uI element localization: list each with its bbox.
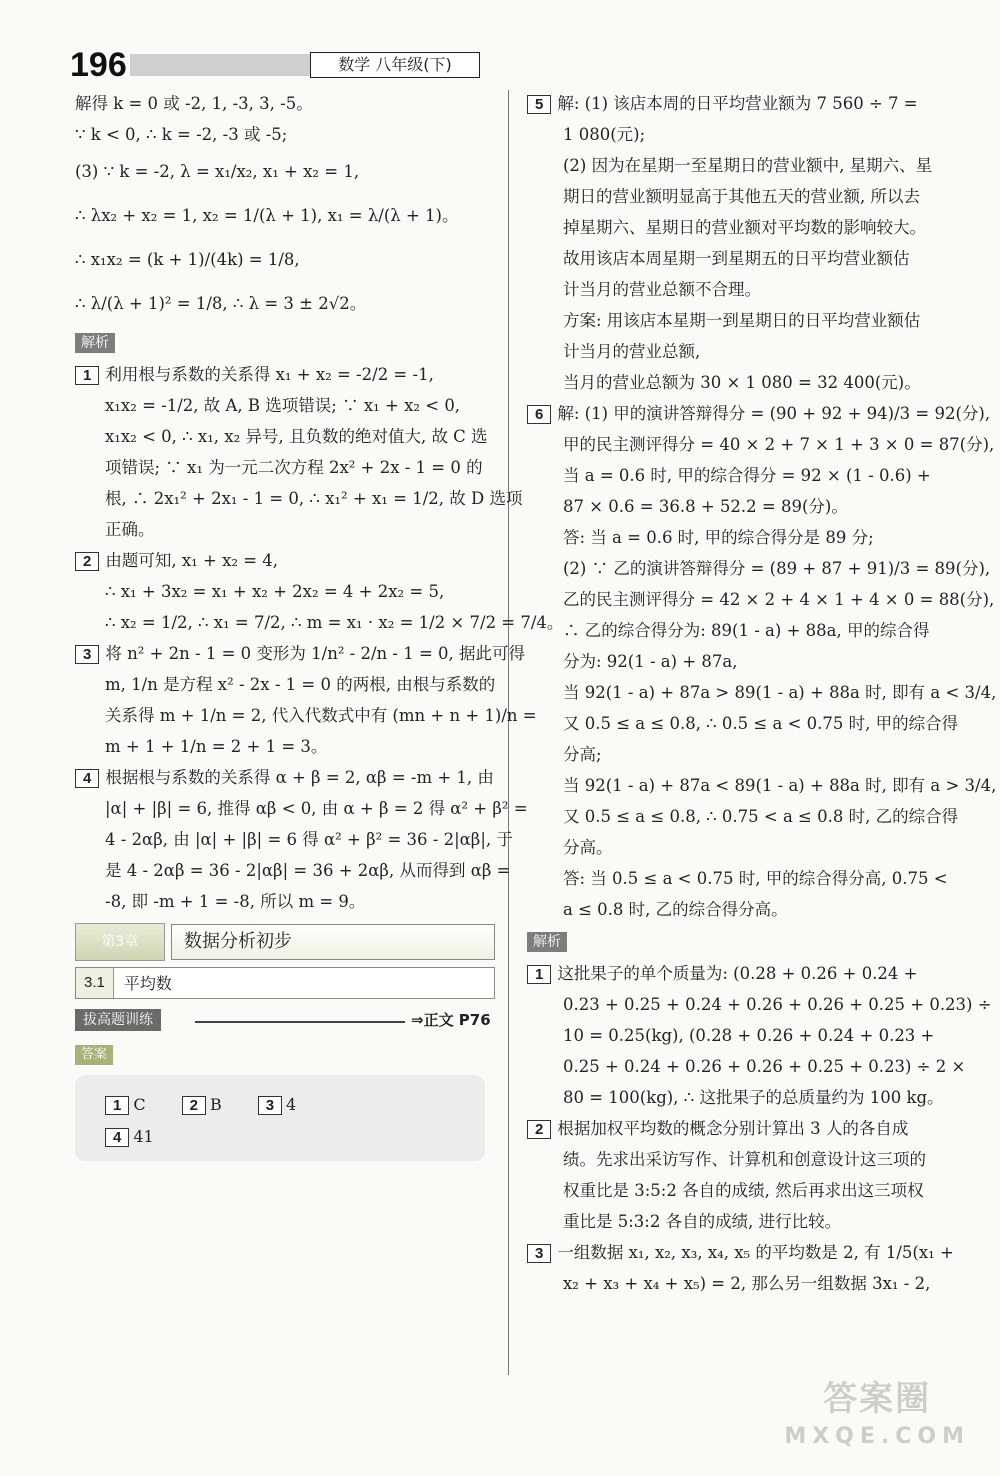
- text-line: m, 1/n 是方程 x² - 2x - 1 = 0 的两根, 由根与系数的: [105, 675, 496, 694]
- text-line: 答: 当 a = 0.6 时, 甲的综合得分是 89 分;: [563, 528, 874, 547]
- column-divider: [508, 90, 509, 1375]
- text-line: 掉星期六、星期日的营业额对平均数的影响较大。: [563, 218, 926, 237]
- subject-label: 数学 八年级(下): [310, 52, 480, 78]
- item-text: 由题可知, x₁ + x₂ = 4,: [105, 551, 279, 570]
- text-line: 解得 k = 0 或 -2, 1, -3, 3, -5。: [75, 94, 313, 113]
- text-line: [527, 958, 947, 989]
- text-line: 分高;: [563, 745, 602, 764]
- section-banner: [75, 967, 495, 999]
- text-line: ∵ k < 0, ∴ k = -2, -3 或 -5;: [75, 125, 288, 144]
- text-line: 计当月的营业总额,: [563, 342, 701, 361]
- text-line: ∴ λ/(λ + 1)² = 1/8, ∴ λ = 3 ± 2√2。: [75, 294, 367, 313]
- text-line: -8, 即 -m + 1 = -8, 所以 m = 9。: [105, 892, 366, 911]
- answer-item: [182, 1089, 222, 1121]
- numbered-item: [527, 398, 997, 925]
- text-line: [527, 88, 947, 119]
- text-line: ∴ x₂ = 1/2, ∴ x₁ = 7/2, ∴ m = x₁ · x₂ = 1/2 × 7/2 = 7/4。: [105, 613, 564, 632]
- answer-item: [105, 1089, 146, 1121]
- text-line: 又 0.5 ≤ a ≤ 0.8, ∴ 0.5 ≤ a < 0.75 时, 甲的综合得: [563, 714, 959, 733]
- text-line: a ≤ 0.8 时, 乙的综合得分高。: [563, 900, 788, 919]
- text-line: 乙的民主测评得分 = 42 × 2 + 4 × 1 + 4 × 0 = 88(分),: [563, 590, 995, 609]
- answer-item: [105, 1121, 154, 1153]
- text-line: 正确。: [105, 520, 155, 539]
- item-number-badge: 3: [75, 645, 99, 664]
- right-column: [527, 88, 997, 1299]
- item-text: 将 n² + 2n - 1 = 0 变形为 1/n² - 2/n - 1 = 0, 据此可得: [105, 644, 526, 663]
- answer-box: [75, 1075, 485, 1161]
- text-line: 1 080(元);: [563, 125, 646, 144]
- text-line: m + 1 + 1/n = 2 + 1 = 3。: [105, 737, 328, 756]
- right-solution-items: [527, 88, 997, 925]
- left-column: [75, 88, 564, 1161]
- text-line: 计当月的营业总额不合理。: [563, 280, 761, 299]
- item-number-badge: 2: [75, 552, 99, 571]
- answer-value: C: [133, 1095, 146, 1114]
- item-number-badge: 1: [75, 366, 99, 385]
- watermark-sub: MXQE.COM: [784, 1424, 970, 1449]
- answer-value: 4: [286, 1095, 297, 1114]
- item-text: 解: (1) 该店本周的日平均营业额为 7 560 ÷ 7 =: [557, 94, 918, 113]
- text-line: 当 92(1 - a) + 87a < 89(1 - a) + 88a 时, 即有 a > 3/4,: [563, 776, 997, 795]
- text-line: 方案: 用该店本星期一到星期日的日平均营业额估: [563, 311, 921, 330]
- text-line: 0.23 + 0.25 + 0.24 + 0.26 + 0.26 + 0.25 + 0.23) ÷: [563, 995, 992, 1014]
- chapter-label: 第3章: [75, 923, 165, 961]
- section-number: 3.1: [76, 968, 114, 998]
- text-line: [527, 1113, 947, 1144]
- text-line: 期日的营业额明显高于其他五天的营业额, 所以去: [563, 187, 920, 206]
- answer-number-badge: 3: [258, 1096, 282, 1115]
- text-line: 当 a = 0.6 时, 甲的综合得分 = 92 × (1 - 0.6) +: [563, 466, 931, 485]
- text-line: (2) 因为在星期一至星期日的营业额中, 星期六、星: [563, 156, 933, 175]
- numbered-item: [75, 359, 523, 545]
- item-text: 一组数据 x₁, x₂, x₃, x₄, x₅ 的平均数是 2, 有 1/5(x₁ +: [557, 1243, 954, 1262]
- text-line: x₁x₂ < 0, ∴ x₁, x₂ 异号, 且负数的绝对值大, 故 C 选: [105, 427, 488, 446]
- text-line: (2) ∵ 乙的演讲答辩得分 = (89 + 87 + 91)/3 = 89(分),: [563, 559, 991, 578]
- text-line: 0.25 + 0.24 + 0.26 + 0.26 + 0.25 + 0.23) ÷ 2 ×: [563, 1057, 966, 1076]
- chapter-banner: [75, 923, 495, 961]
- text-line: x₂ + x₃ + x₄ + x₅) = 2, 那么另一组数据 3x₁ - 2,: [563, 1274, 931, 1293]
- text-line: [527, 398, 991, 429]
- text-line: 当 92(1 - a) + 87a > 89(1 - a) + 88a 时, 即有 a < 3/4,: [563, 683, 997, 702]
- text-line: 权重比是 3:5:2 各自的成绩, 然后再求出这三项权: [563, 1181, 924, 1200]
- text-line: |α| + |β| = 6, 推得 αβ < 0, 由 α + β = 2 得 α² + β² =: [105, 799, 528, 818]
- item-number-badge: 3: [527, 1244, 551, 1263]
- text-line: ∴ x₁ + 3x₂ = x₁ + x₂ + 2x₂ = 4 + 2x₂ = 5,: [105, 582, 445, 601]
- training-reference-text: 正文 P76: [423, 1011, 491, 1029]
- item-text: 根据根与系数的关系得 α + β = 2, αβ = -m + 1, 由: [105, 768, 494, 787]
- left-analysis-items: [75, 359, 564, 917]
- item-text: 根据加权平均数的概念分别计算出 3 人的各自成: [557, 1119, 909, 1138]
- text-line: 关系得 m + 1/n = 2, 代入代数式中有 (mn + n + 1)/n =: [105, 706, 537, 725]
- text-line: 10 = 0.25(kg), (0.28 + 0.26 + 0.24 + 0.23 +: [563, 1026, 935, 1045]
- text-line: ∴ 乙的综合得分为: 89(1 - a) + 88a, 甲的综合得: [563, 621, 930, 640]
- item-number-badge: 6: [527, 405, 551, 424]
- left-intro-lines: [75, 88, 495, 326]
- text-line: 根, ∴ 2x₁² + 2x₁ - 1 = 0, ∴ x₁² + x₁ = 1/2, 故 D 选项: [105, 489, 523, 508]
- header-band: [130, 54, 310, 76]
- text-line: 分高。: [563, 838, 613, 857]
- numbered-item: [75, 638, 537, 762]
- text-line: 故用该店本周星期一到星期五的日平均营业额估: [563, 249, 910, 268]
- answer-tag: 答案: [75, 1045, 113, 1065]
- answer-value: 41: [133, 1127, 154, 1146]
- item-text: 利用根与系数的关系得 x₁ + x₂ = -2/2 = -1,: [105, 365, 434, 384]
- item-text: 解: (1) 甲的演讲答辩得分 = (90 + 92 + 94)/3 = 92(分),: [557, 404, 991, 423]
- numbered-item: [527, 1237, 954, 1299]
- text-line: 重比是 5:3:2 各自的成绩, 进行比较。: [563, 1212, 842, 1231]
- item-number-badge: 1: [527, 965, 551, 984]
- numbered-item: [527, 958, 992, 1113]
- answer-value: B: [209, 1095, 222, 1114]
- section-title: 平均数: [123, 973, 172, 993]
- numbered-item: [527, 1113, 947, 1237]
- training-header: [75, 1005, 495, 1037]
- right-analysis-items: [527, 958, 992, 1299]
- text-line: 项错误; ∵ x₁ 为一元二次方程 2x² + 2x - 1 = 0 的: [105, 458, 483, 477]
- text-line: ∴ λx₂ + x₂ = 1, x₂ = 1/(λ + 1), x₁ = λ/(λ + 1)。: [75, 206, 459, 225]
- watermark-logo: [784, 1380, 970, 1456]
- text-line: 4 - 2αβ, 由 |α| + |β| = 6 得 α² + β² = 36 - 2|αβ|, 于: [105, 830, 513, 849]
- answer-item: [258, 1089, 297, 1121]
- item-number-badge: 5: [527, 95, 551, 114]
- item-number-badge: 4: [75, 769, 99, 788]
- chapter-title: 数据分析初步: [171, 924, 495, 960]
- numbered-item: [75, 545, 564, 638]
- training-arrow-line: [195, 1021, 405, 1023]
- text-line: [75, 638, 526, 669]
- numbered-item: [75, 762, 528, 917]
- text-line: 87 × 0.6 = 36.8 + 52.2 = 89(分)。: [563, 497, 848, 516]
- item-number-badge: 2: [527, 1120, 551, 1139]
- page-number: 196: [70, 46, 127, 84]
- text-line: [75, 762, 495, 793]
- text-line: 分为: 92(1 - a) + 87a,: [563, 652, 738, 671]
- watermark-main: 答案圈: [823, 1379, 932, 1419]
- training-label: 拔高题训练: [75, 1009, 161, 1031]
- numbered-item: [527, 88, 947, 398]
- analysis-tag-right: 解析: [527, 932, 567, 952]
- item-text: 这批果子的单个质量为: (0.28 + 0.26 + 0.24 +: [557, 964, 918, 983]
- text-line: [75, 545, 495, 576]
- text-line: [75, 359, 495, 390]
- text-line: 是 4 - 2αβ = 36 - 2|αβ| = 36 + 2αβ, 从而得到 αβ =: [105, 861, 511, 880]
- answer-number-badge: 2: [182, 1096, 206, 1115]
- text-line: ∴ x₁x₂ = (k + 1)/(4k) = 1/8,: [75, 250, 300, 269]
- text-line: 绩。先求出采访写作、计算机和创意设计这三项的: [563, 1150, 926, 1169]
- answer-number-badge: 1: [105, 1096, 129, 1115]
- text-line: 当月的营业总额为 30 × 1 080 = 32 400(元)。: [563, 373, 921, 392]
- text-line: 80 = 100(kg), ∴ 这批果子的总质量约为 100 kg。: [563, 1088, 944, 1107]
- text-line: x₁x₂ = -1/2, 故 A, B 选项错误; ∵ x₁ + x₂ < 0,: [105, 396, 461, 415]
- analysis-tag: 解析: [75, 333, 115, 353]
- text-line: 答: 当 0.5 ≤ a < 0.75 时, 甲的综合得分高, 0.75 <: [563, 869, 948, 888]
- text-line: 又 0.5 ≤ a ≤ 0.8, ∴ 0.75 < a ≤ 0.8 时, 乙的综合得: [563, 807, 959, 826]
- text-line: [527, 1237, 954, 1268]
- text-line: (3) ∵ k = -2, λ = x₁/x₂, x₁ + x₂ = 1,: [75, 162, 360, 181]
- answer-number-badge: 4: [105, 1128, 129, 1147]
- text-line: 甲的民主测评得分 = 40 × 2 + 7 × 1 + 3 × 0 = 87(分),: [563, 435, 995, 454]
- training-reference: ⇒正文 P76: [411, 1011, 491, 1029]
